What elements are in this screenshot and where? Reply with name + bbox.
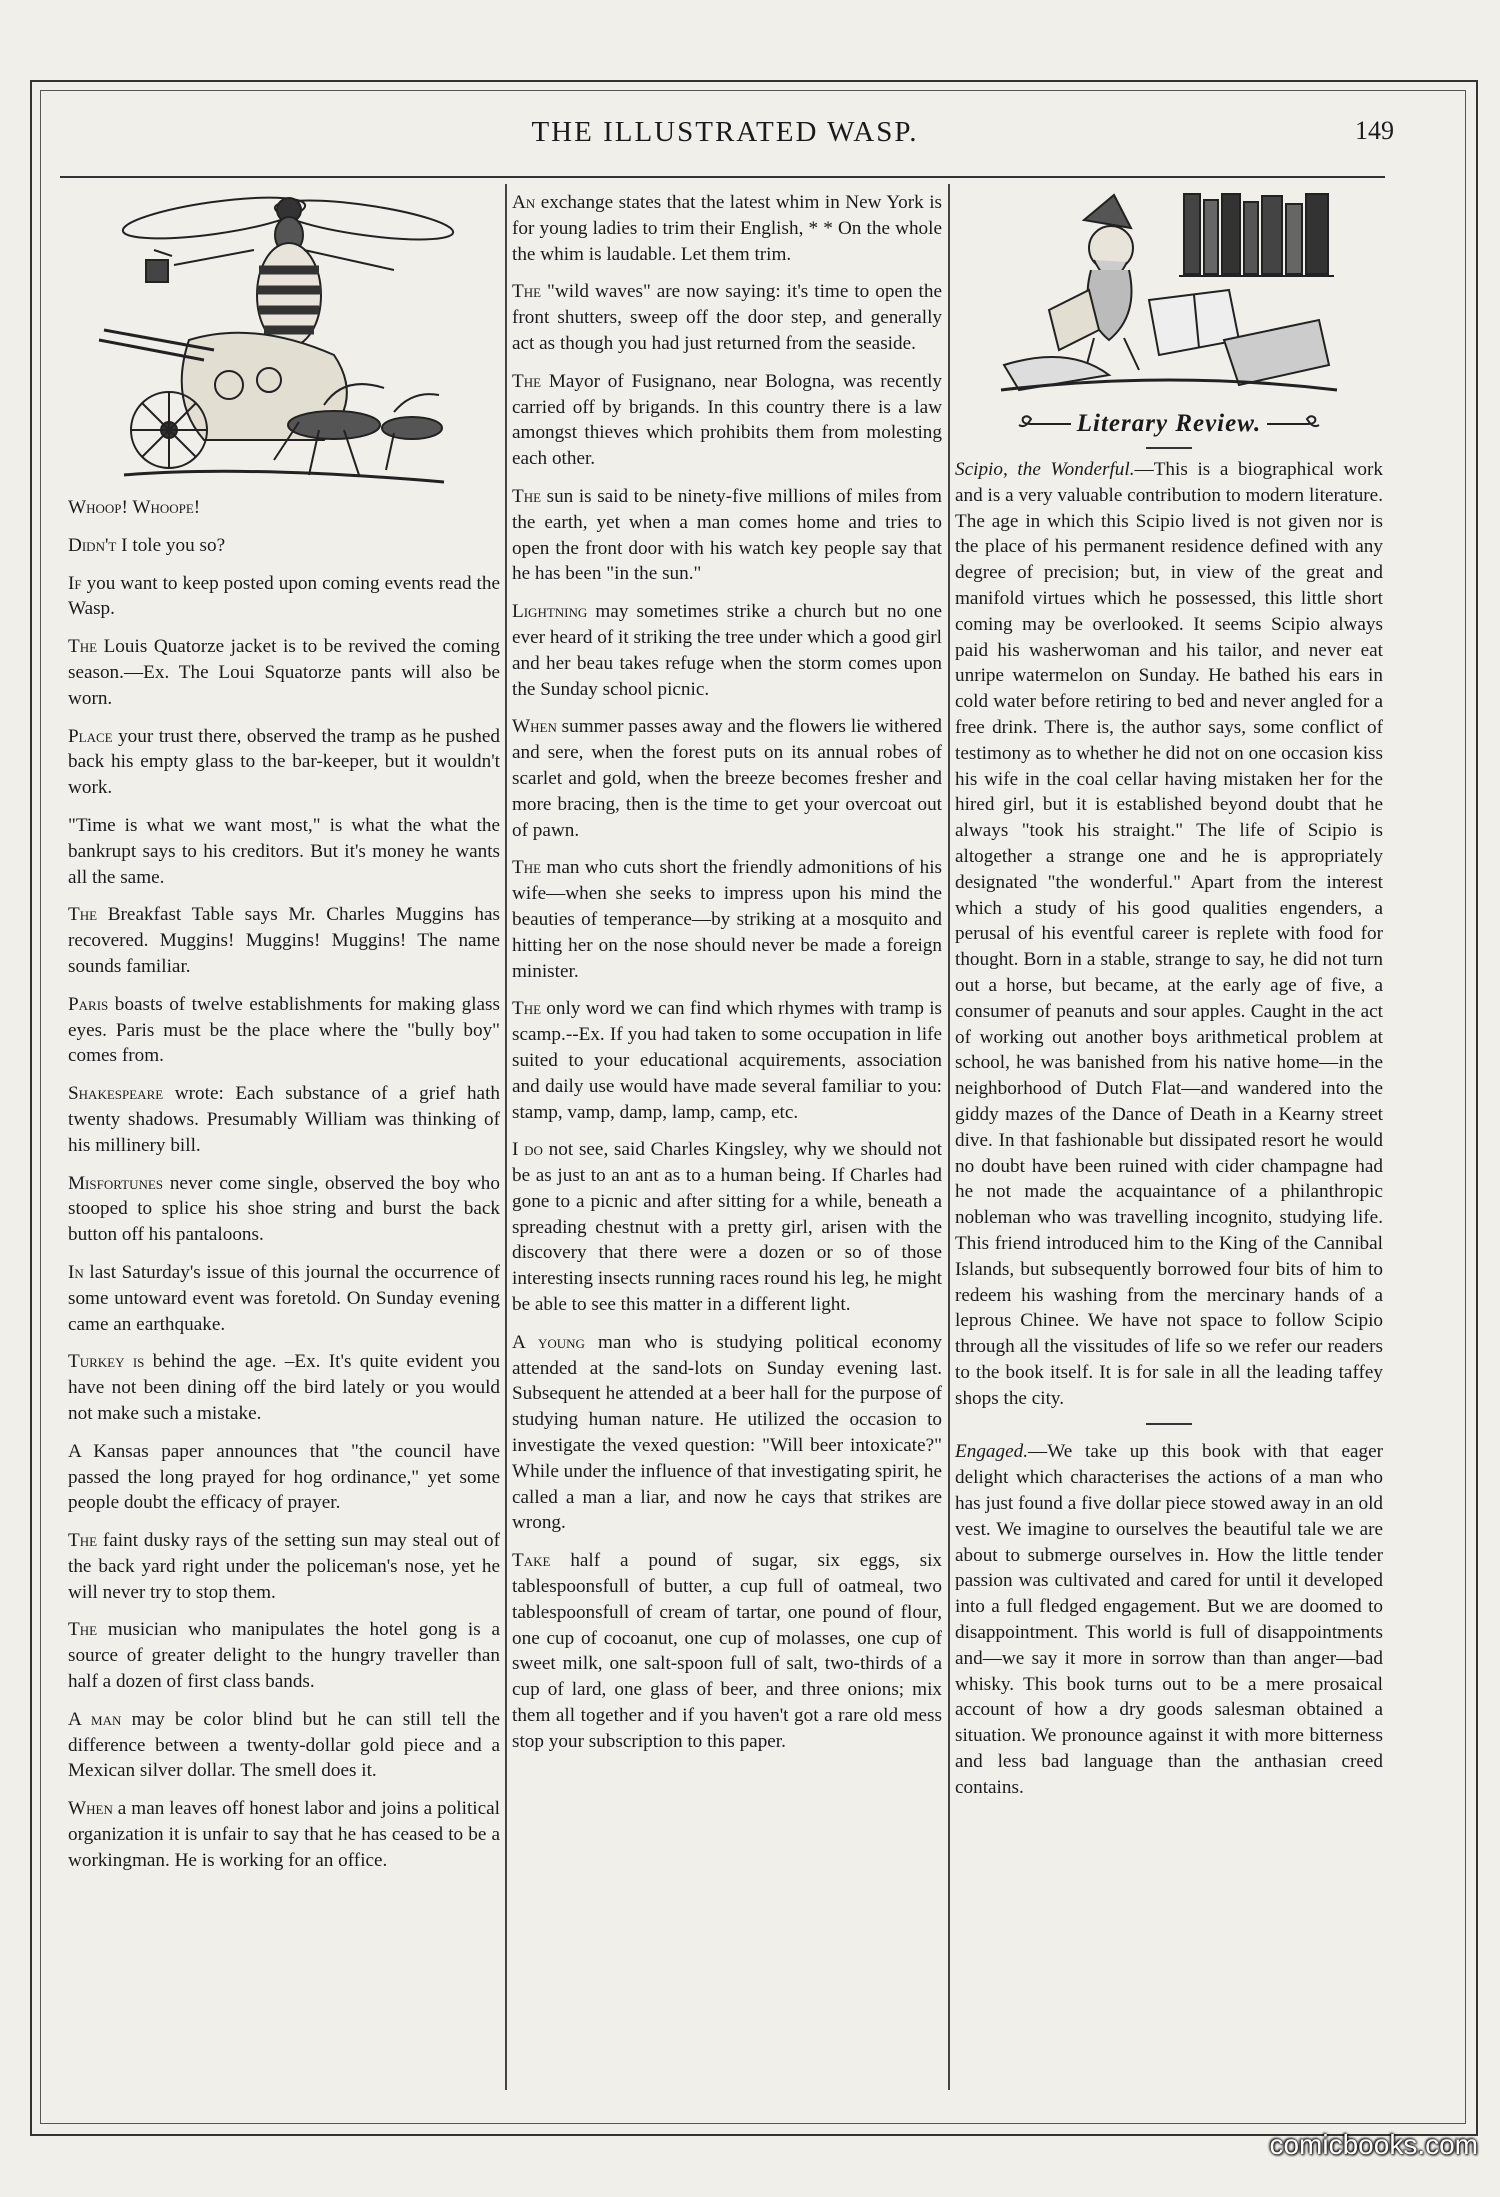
para-1-5: Place your trust there, observed the tramp as he pushed back his empty glass to the bar-keeper, but it wouldn't work. — [68, 725, 500, 799]
para-1-13: A Kansas paper announces that "the council have passed the long prayed for hog ordinance," yet some people doubt the efficacy of prayer. — [68, 1440, 500, 1514]
para-2-10: A young man who is studying political economy attended at the sand-lots on Sunday evening last. Subsequent he attended at a beer hall for the purpose of studying human nature. He utilized the occasion to investigate the vexed question: "Will beer intoxicate?" While under the influence of that investigating spirit, he called a man a liar, and now he cays that strikes are wrong. — [512, 1331, 942, 1534]
para-1-10: Misfortunes never come single, observed the boy who stooped to splice his shoe string and burst the back button off his pantaloons. — [68, 1172, 500, 1246]
para-2-3: The Mayor of Fusignano, near Bologna, was recently carried off by brigands. In this country there is a law amongst thieves which prohibits them from molesting each other. — [512, 370, 942, 470]
left-flourish-icon — [1017, 415, 1071, 433]
para-2-6: When summer passes away and the flowers lie withered and sere, when the forest puts on its annual robes of scarlet and gold, when the breeze becomes fresher and more bracing, then is the time to get your overcoat out of pawn. — [512, 716, 942, 841]
wasp-chariot-illustration — [94, 190, 474, 495]
column-1 — [68, 190, 500, 1886]
literary-review-title: Literary Review. — [1076, 410, 1262, 438]
gnome-books-illustration — [999, 190, 1339, 395]
para-1-17: When a man leaves off honest labor and joins a political organization it is unfair to say that he has ceased to be a workingman. He is working for an office. — [68, 1798, 500, 1871]
para-2-9: I do not see, said Charles Kingsley, why we should not be as just to an ant as to a human being. If Charles had gone to a picnic and after sitting for a while, beneath a spreading chestnut with a pretty girl, arisen with the discovery that there were a dozen or so of those interesting insects running races round his leg, he might be able to see this matter in a different light. — [512, 1139, 942, 1316]
page-header — [60, 112, 1394, 162]
para-1-16: A man may be color blind but he can still tell the difference between a twenty-dollar gold piece and a Mexican silver dollar. The smell does it. — [68, 1708, 500, 1782]
watermark: comicbooks.com — [1269, 2129, 1478, 2160]
para-2-2: The "wild waves" are now saying: it's time to open the front shutters, sweep off the door step, and generally act as though you had just returned from the seaside. — [512, 281, 942, 354]
page-title: THE ILLUSTRATED WASP. — [531, 116, 919, 148]
para-1-3: If you want to keep posted upon coming events read the Wasp. — [68, 572, 500, 620]
para-1-7: The Breakfast Table says Mr. Charles Muggins has recovered. Muggins! Muggins! Muggins! The name sounds familiar. — [68, 904, 500, 977]
para-1-15: The musician who manipulates the hotel gong is a source of greater delight to the hungry traveller than half a dozen of first class bands. — [68, 1619, 500, 1693]
para-1-2: Didn't I tole you so? — [68, 534, 226, 556]
para-2-5: Lightning may sometimes strike a church but no one ever heard of it striking the tree under which a good girl and her beau takes refuge when the storm comes upon the Sunday school picnic. — [512, 601, 942, 700]
para-1-14: The faint dusky rays of the setting sun may steal out of the back yard right under the policeman's nose, yet he will never try to stop them. — [68, 1530, 500, 1603]
para-2-1: An exchange states that the latest whim in New York is for young ladies to trim their English, * * On the whole the whim is laudable. Let them trim. — [512, 192, 942, 265]
header-rule — [60, 176, 1385, 178]
para-2-4: The sun is said to be ninety-five millions of miles from the earth, yet when a man comes home and tries to open the front door with his watch key people say that he has been "in the sun." — [512, 485, 942, 585]
section-rule-2 — [1146, 1423, 1192, 1425]
column-divider-2 — [948, 184, 950, 2090]
para-1-9: Shakespeare wrote: Each substance of a grief hath twenty shadows. Presumably William was thinking of his millinery bill. — [68, 1083, 500, 1156]
column-divider-1 — [505, 184, 507, 2090]
para-1-1: Whoop! Whoope! — [68, 497, 201, 518]
para-1-4: The Louis Quatorze jacket is to be revived the coming season.—Ex. The Loui Squatorze pants will also be worn. — [68, 636, 500, 709]
section-rule — [1146, 447, 1192, 449]
column-2 — [512, 190, 942, 1767]
literary-review-heading — [955, 407, 1383, 441]
para-1-8: Paris boasts of twelve establishments for making glass eyes. Paris must be the place where the "bully boy" comes from. — [68, 993, 500, 1067]
para-1-12: Turkey is behind the age. –Ex. It's quite evident you have not been dining off the bird lately or you would not make such a mistake. — [68, 1351, 501, 1424]
page-number: 149 — [1355, 116, 1394, 145]
para-1-11: In last Saturday's issue of this journal the occurrence of some untoward event was foretold. On Sunday evening came an earthquake. — [68, 1261, 500, 1335]
para-2-8: The only word we can find which rhymes with tramp is scamp.--Ex. If you had taken to some occupation in life suited to your educational acquirements, association and daily use would have made several familiar to you: stamp, vamp, damp, lamp, camp, etc. — [512, 998, 942, 1123]
para-2-11: Take half a pound of sugar, six eggs, six tablespoonsfull of butter, a cup full of oatmeal, two tablespoonsfull of cream of tartar, one pound of flour, one cup of cocoanut, one cup of molasses, one cup of sweet milk, one salt-spoon full of salt, two-thirds of a cup of lard, one glass of beer, and three onions; mix them all together and if you haven't got a rare old mess stop your subscription to this paper. — [512, 1550, 942, 1752]
column-3 — [955, 190, 1383, 1813]
review-scipio: Scipio, the Wonderful.—This is a biographical work and is a very valuable contribution to modern literature. The age in which this Scipio lived is not given nor is the place of his permanent residence defined with any degree of precision; but, in view of the great and manifold virtues which he possessed, this little short coming may be overlooked. It seems Scipio always paid his washerwoman and his tailor, and never eat unripe watermelon on Sunday. He bathed his ears in cold water before retiring to bed and never angled for a free drink. There is, the author says, some conflict of testimony as to whether he did not on one occasion kiss his wife in the coal cellar having mistaken her for the hired girl, but it is established beyond doubt that he always "took his straight." The life of Scipio is altogether a strange one and he is appropriately designated "the wonderful." Apart from the interest which a study of his good qualities engenders, a perusal of his eventful career is replete with food for thought. Born in a stable, strange to say, he did not turn out a horse, but became, at the early age of five, a consumer of peanuts and sour apples. Caught in the act of working out another boys arithmetical problem at school, he was banished from his native home—in the neighborhood of Dutch Flat—and wandered into the giddy mazes of the Dance of Death in a Kearny street dive. In that fashionable but dissipated resort he would no doubt have been ruined with cider champagne had he not made the acquaintance of a philanthropic nobleman who was travelling incognito, studying life. This friend introduced him to the King of the Cannibal Islands, but subsequently borrowed four bits of him to redeem his washing from the mercinary hands of a leprous Chinee. We have not space to follow Scipio through all the vissitudes of life so we refer our readers to the book itself. It is for sale in all the leading taffey shops the city. — [955, 459, 1383, 1409]
para-2-7: The man who cuts short the friendly admonitions of his wife—when she seeks to impress upon his mind the beauties of temperance—by striking at a mosquito and hitting her on the nose should never be made a foreign minister. — [512, 857, 942, 982]
review-engaged: Engaged.—We take up this book with that eager delight which characterises the actions of a man who has just found a five dollar piece stowed away in an old vest. We imagine to ourselves the beautiful tale we are about to submerge ourselves in. How the little tender passion was cultivated and cared for until it developed into a full fledged engagement. But we are doomed to disappointment. This world is full of disappointments and—we say it more in sorrow than than anger—bad whisky. This book turns out to be a mere prosaical account of how a dry goods salesman obtained a situation. We pronounce against it with more bitterness and less bad language than the anthasian creed contains. — [955, 1441, 1383, 1798]
right-flourish-icon — [1267, 415, 1321, 433]
para-1-6: "Time is what we want most," is what the what the bankrupt says to his creditors. But it's money he wants all the same. — [68, 814, 500, 888]
